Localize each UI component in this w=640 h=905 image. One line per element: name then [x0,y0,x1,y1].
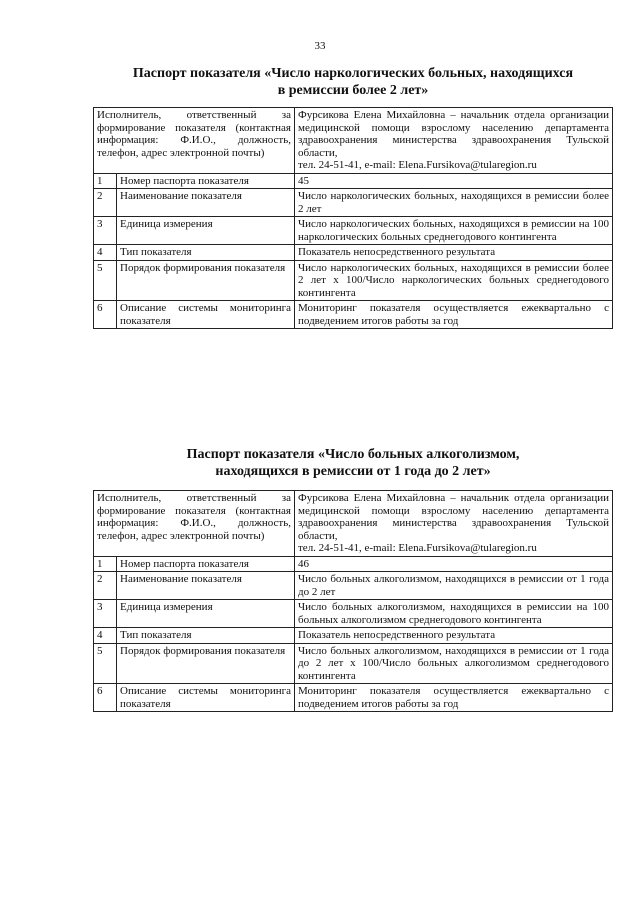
row-name: Описание системы мониторинга показателя [117,684,295,712]
passport-title: Паспорт показателя «Число больных алкоголизмом, находящихся в ремиссии от 1 года до 2 лет» [186,447,520,479]
row-name: Порядок формирования показателя [117,643,295,684]
indicator-passport-46 [93,446,613,712]
indicator-passport-45 [93,65,613,329]
table-row [94,556,613,572]
row-number: 3 [94,217,117,245]
table-row [94,245,613,261]
page-number: 33 [314,40,326,52]
row-value: Число больных алкоголизмом, находящихся в ремиссии на 100 больных алкоголизмом среднегодового контингента [295,600,613,628]
table-row [94,217,613,245]
row-name: Единица измерения [117,600,295,628]
row-value: Показатель непосредственного результата [295,245,613,261]
row-value: 46 [295,556,613,572]
row-number: 4 [94,628,117,644]
row-value: Число наркологических больных, находящихся в ремиссии на 100 наркологических больных среднегодового контингента [295,217,613,245]
row-value: Число наркологических больных, находящихся в ремиссии более 2 лет х 100/Число наркологических больных среднегодового контингента [295,260,613,301]
table-row [94,173,613,189]
executor-label: Исполнитель, ответственный за формирование показателя (контактная информация: Ф.И.О., должность, телефон, адрес электронной почты) [94,108,295,174]
passport-title: Паспорт показателя «Число наркологических больных, находящихся в ремиссии более 2 лет» [132,66,574,98]
row-number: 5 [94,260,117,301]
row-value: Показатель непосредственного результата [295,628,613,644]
row-name: Тип показателя [117,628,295,644]
row-value: Число больных алкоголизмом, находящихся в ремиссии от 1 года до 2 лет [295,572,613,600]
row-number: 5 [94,643,117,684]
table-row [94,572,613,600]
row-name: Описание системы мониторинга показателя [117,301,295,329]
row-number: 1 [94,173,117,189]
passport-table [93,490,613,712]
row-number: 2 [94,189,117,217]
row-value: Число больных алкоголизмом, находящихся в ремиссии от 1 года до 2 лет х 100/Число больных алкоголизмом среднегодового контингента [295,643,613,684]
row-name: Единица измерения [117,217,295,245]
row-name: Номер паспорта показателя [117,556,295,572]
row-number: 3 [94,600,117,628]
table-row [94,600,613,628]
table-row [94,189,613,217]
executor-row [94,108,613,174]
row-name: Наименование показателя [117,189,295,217]
row-name: Порядок формирования показателя [117,260,295,301]
table-row [94,260,613,301]
row-number: 4 [94,245,117,261]
executor-row [94,491,613,557]
passport-table [93,107,613,329]
table-row [94,628,613,644]
row-value: Мониторинг показателя осуществляется ежеквартально с подведением итогов работы за год [295,684,613,712]
table-row [94,301,613,329]
row-number: 2 [94,572,117,600]
row-number: 1 [94,556,117,572]
row-name: Наименование показателя [117,572,295,600]
row-name: Номер паспорта показателя [117,173,295,189]
executor-value: Фурсикова Елена Михайловна – начальник отдела организации медицинской помощи взрослому населению департамента здравоохранения министерства здравоохранения Тульской области, тел. 24-51-41, e-mail: Elena.Fursikova@tularegion.ru [295,491,613,557]
executor-value: Фурсикова Елена Михайловна – начальник отдела организации медицинской помощи взрослому населению департамента здравоохранения министерства здравоохранения Тульской области, тел. 24-51-41, e-mail: Elena.Fursikova@tularegion.ru [295,108,613,174]
row-value: Число наркологических больных, находящихся в ремиссии более 2 лет [295,189,613,217]
row-number: 6 [94,301,117,329]
row-value: Мониторинг показателя осуществляется ежеквартально с подведением итогов работы за год [295,301,613,329]
executor-label: Исполнитель, ответственный за формирование показателя (контактная информация: Ф.И.О., должность, телефон, адрес электронной почты) [94,491,295,557]
row-number: 6 [94,684,117,712]
row-name: Тип показателя [117,245,295,261]
table-row [94,643,613,684]
row-value: 45 [295,173,613,189]
table-row [94,684,613,712]
